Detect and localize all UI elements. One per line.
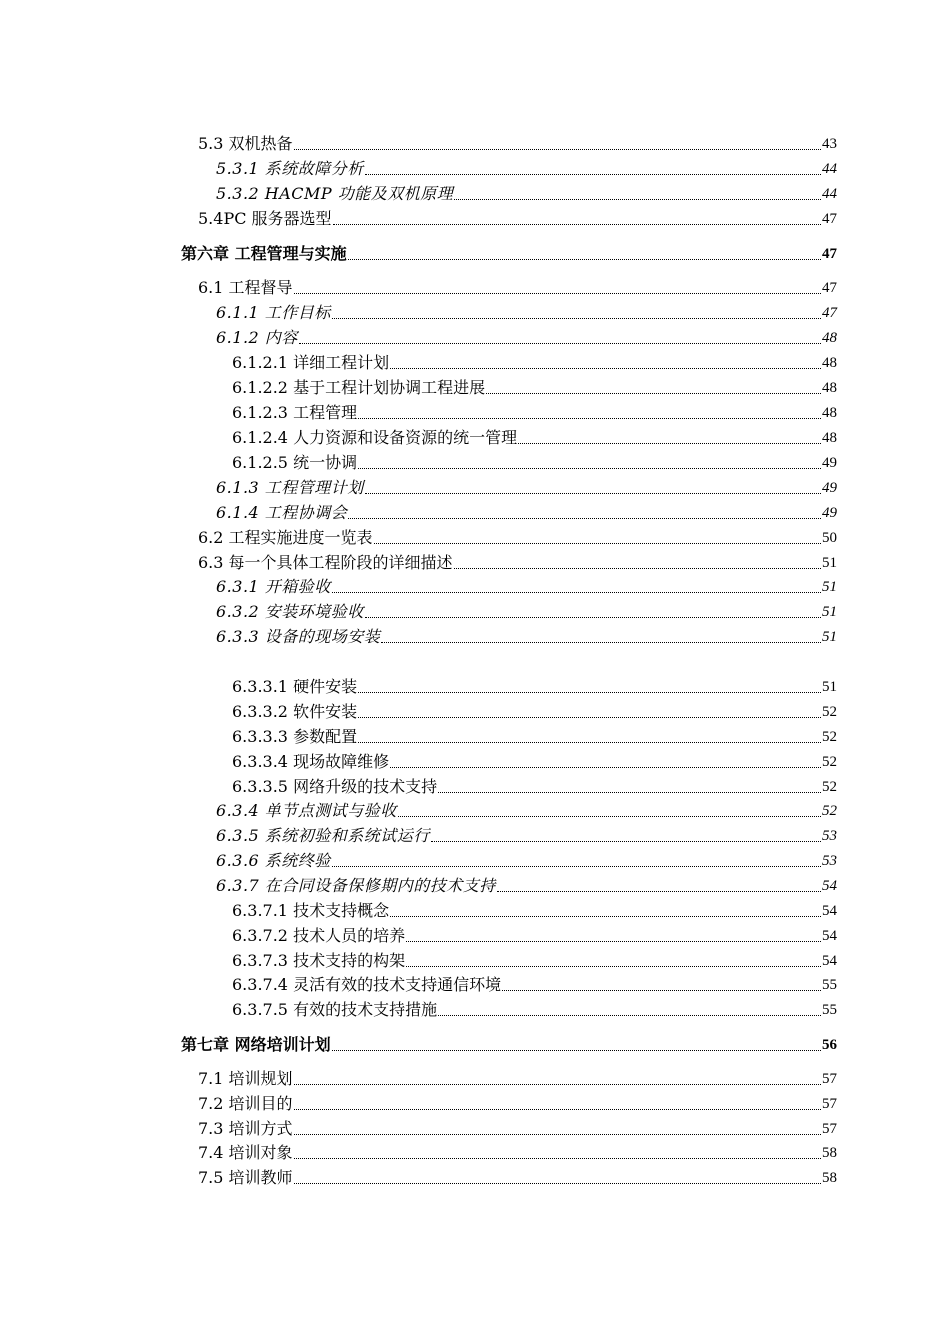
dot-leader <box>294 1183 821 1184</box>
dot-leader <box>454 199 821 200</box>
toc-entry[interactable] <box>232 951 837 971</box>
toc-entry-label: 6.1.2 内容 <box>216 328 298 347</box>
dot-leader <box>518 443 821 444</box>
toc-page-number: 58 <box>822 1145 837 1161</box>
toc-page-number: 52 <box>822 704 837 720</box>
toc-page-number: 51 <box>822 679 837 695</box>
toc-page-number: 55 <box>822 977 837 993</box>
toc-entry[interactable] <box>232 677 837 697</box>
toc-page-number: 54 <box>822 953 837 969</box>
toc-page-number: 50 <box>822 530 837 546</box>
dot-leader <box>348 259 821 260</box>
toc-page-number: 48 <box>822 430 837 446</box>
dot-leader <box>333 224 821 225</box>
dot-leader <box>332 1050 821 1051</box>
toc-entry-label: 6.3.3.1 硬件安装 <box>232 677 358 696</box>
toc-entry-label: 7.1 培训规划 <box>198 1069 293 1088</box>
dot-leader <box>438 792 821 793</box>
toc-page-number: 47 <box>822 280 837 296</box>
toc-entry-label: 7.4 培训对象 <box>198 1143 293 1162</box>
toc-entry-label: 6.3.3.3 参数配置 <box>232 727 358 746</box>
toc-page-number: 49 <box>822 480 837 496</box>
toc-page-number: 52 <box>822 803 837 819</box>
toc-entry-label: 6.3.7 在合同设备保修期内的技术支持 <box>216 876 496 895</box>
toc-entry-label: 6.3.5 系统初验和系统试运行 <box>216 826 430 845</box>
toc-entry[interactable] <box>232 975 837 995</box>
toc-entry[interactable] <box>232 1000 837 1020</box>
dot-leader <box>431 841 821 842</box>
toc-entry-label: 6.1.2.4 人力资源和设备资源的统一管理 <box>232 428 518 447</box>
dot-leader <box>299 343 821 344</box>
toc-entry-label: 6.1 工程督导 <box>198 278 293 297</box>
toc-page-number: 48 <box>822 380 837 396</box>
toc-entry[interactable] <box>232 752 837 772</box>
toc-page-number: 53 <box>822 828 837 844</box>
toc-chapter-label: 第六章 工程管理与实施 <box>181 244 347 263</box>
dot-leader <box>332 318 821 319</box>
toc-entry-label: 6.3.7.2 技术人员的培养 <box>232 926 406 945</box>
toc-entry[interactable] <box>232 428 837 448</box>
dot-leader <box>365 617 821 618</box>
toc-entry[interactable] <box>198 134 837 154</box>
dot-leader <box>502 990 821 991</box>
dot-leader <box>374 543 821 544</box>
toc-page-number: 44 <box>822 186 837 202</box>
toc-entry[interactable] <box>198 1168 837 1188</box>
toc-entry-label: 6.2 工程实施进度一览表 <box>198 528 373 547</box>
toc-page-number: 48 <box>822 330 837 346</box>
toc-page-number: 57 <box>822 1121 837 1137</box>
toc-entry-label: 6.1.2.3 工程管理 <box>232 403 358 422</box>
toc-entry-label: 6.3.6 系统终验 <box>216 851 331 870</box>
toc-page-number: 56 <box>822 1037 837 1053</box>
toc-page-number: 49 <box>822 505 837 521</box>
toc-entry-label: 6.3.7.3 技术支持的构架 <box>232 951 406 970</box>
dot-leader <box>497 891 821 892</box>
toc-entry[interactable] <box>232 926 837 946</box>
toc-page-number: 51 <box>822 604 837 620</box>
toc-entry[interactable] <box>232 901 837 921</box>
toc-entry[interactable] <box>232 777 837 797</box>
toc-entry-label: 6.3.3 设备的现场安装 <box>216 627 381 646</box>
toc-page-number: 58 <box>822 1170 837 1186</box>
toc-entry-label: 6.3.7.5 有效的技术支持措施 <box>232 1000 438 1019</box>
toc-page-number: 53 <box>822 853 837 869</box>
toc-entry-label: 6.3 每一个具体工程阶段的详细描述 <box>198 553 453 572</box>
toc-entry-label: 6.1.2.5 统一协调 <box>232 453 358 472</box>
toc-page-number: 54 <box>822 878 837 894</box>
toc-entry[interactable] <box>216 159 837 179</box>
toc-entry[interactable] <box>198 209 837 229</box>
dot-leader <box>365 493 821 494</box>
toc-entry-label: 6.1.2.2 基于工程计划协调工程进展 <box>232 378 486 397</box>
toc-page-number: 55 <box>822 1002 837 1018</box>
dot-leader <box>438 1015 821 1016</box>
toc-entry[interactable] <box>216 328 837 348</box>
toc-entry-label: 6.3.4 单节点测试与验收 <box>216 801 397 820</box>
dot-leader <box>332 592 821 593</box>
toc-entry[interactable] <box>216 876 837 896</box>
toc-entry-label: 6.3.7.1 技术支持概念 <box>232 901 390 920</box>
toc-page-number: 54 <box>822 903 837 919</box>
toc-entry-label: 7.2 培训目的 <box>198 1094 293 1113</box>
toc-entry[interactable] <box>216 826 837 846</box>
dot-leader <box>358 418 821 419</box>
toc-entry[interactable] <box>216 303 837 323</box>
dot-leader <box>406 941 821 942</box>
dot-leader <box>454 568 821 569</box>
dot-leader <box>332 866 821 867</box>
toc-entry-label: 6.3.2 安装环境验收 <box>216 602 364 621</box>
toc-entry-label: 6.3.3.5 网络升级的技术支持 <box>232 777 438 796</box>
dot-leader <box>294 1134 821 1135</box>
toc-entry[interactable] <box>232 353 837 373</box>
toc-entry[interactable] <box>216 602 837 622</box>
dot-leader <box>294 149 821 150</box>
toc-entry[interactable] <box>232 378 837 398</box>
toc-page-number: 44 <box>822 161 837 177</box>
toc-chapter-label: 第七章 网络培训计划 <box>181 1035 331 1054</box>
toc-entry-label: 7.5 培训教师 <box>198 1168 293 1187</box>
dot-leader <box>294 293 821 294</box>
toc-entry[interactable] <box>232 702 837 722</box>
toc-entry[interactable] <box>216 503 837 523</box>
dot-leader <box>365 174 821 175</box>
toc-entry[interactable] <box>232 727 837 747</box>
toc-page-number: 47 <box>822 211 837 227</box>
toc-entry-label: 5.3 双机热备 <box>198 134 293 153</box>
dot-leader <box>406 966 821 967</box>
dot-leader <box>390 767 821 768</box>
toc-entry-label: 6.1.3 工程管理计划 <box>216 478 364 497</box>
toc-entry-label: 6.1.4 工程协调会 <box>216 503 348 522</box>
dot-leader <box>294 1158 821 1159</box>
dot-leader <box>381 642 821 643</box>
toc-entry-label: 5.3.1 系统故障分析 <box>216 159 364 178</box>
toc-entry-label: 6.3.3.4 现场故障维修 <box>232 752 390 771</box>
dot-leader <box>486 393 821 394</box>
toc-entry[interactable] <box>216 478 837 498</box>
toc-entry[interactable] <box>216 627 837 647</box>
toc-page-number: 47 <box>822 246 837 262</box>
toc-chapter-entry[interactable] <box>181 244 837 264</box>
toc-entry[interactable] <box>198 528 837 548</box>
dot-leader <box>348 518 821 519</box>
toc-page-number: 57 <box>822 1096 837 1112</box>
toc-page-number: 47 <box>822 305 837 321</box>
dot-leader <box>358 742 821 743</box>
toc-page-number: 49 <box>822 455 837 471</box>
dot-leader <box>358 717 821 718</box>
toc-page-number: 51 <box>822 555 837 571</box>
toc-page-number: 51 <box>822 579 837 595</box>
toc-entry[interactable] <box>198 1069 837 1089</box>
toc-entry-label: 6.3.7.4 灵活有效的技术支持通信环境 <box>232 975 502 994</box>
dot-leader <box>390 916 821 917</box>
toc-page-number: 54 <box>822 928 837 944</box>
toc-page-number: 43 <box>822 136 837 152</box>
toc-entry-label: 6.3.3.2 软件安装 <box>232 702 358 721</box>
dot-leader <box>294 1084 821 1085</box>
toc-entry[interactable] <box>198 553 837 573</box>
toc-entry-label: 7.3 培训方式 <box>198 1119 293 1138</box>
toc-entry-label: 5.3.2 HACMP 功能及双机原理 <box>216 184 454 203</box>
dot-leader <box>294 1109 821 1110</box>
toc-entry[interactable] <box>216 801 837 821</box>
toc-entry[interactable] <box>232 453 837 473</box>
toc-entry[interactable] <box>216 851 837 871</box>
toc-page-number: 52 <box>822 779 837 795</box>
toc-page-number: 48 <box>822 355 837 371</box>
toc-entry[interactable] <box>216 577 837 597</box>
toc-page-number: 52 <box>822 729 837 745</box>
toc-entry-label: 6.1.2.1 详细工程计划 <box>232 353 390 372</box>
toc-entry[interactable] <box>198 278 837 298</box>
toc-page-number: 48 <box>822 405 837 421</box>
toc-chapter-entry[interactable] <box>181 1035 837 1055</box>
toc-entry[interactable] <box>198 1094 837 1114</box>
dot-leader <box>398 816 821 817</box>
toc-entry[interactable] <box>216 184 837 204</box>
toc-entry[interactable] <box>198 1119 837 1139</box>
dot-leader <box>390 368 821 369</box>
toc-page-number: 57 <box>822 1071 837 1087</box>
toc-entry-label: 6.1.1 工作目标 <box>216 303 331 322</box>
toc-entry-label: 6.3.1 开箱验收 <box>216 577 331 596</box>
toc-page-number: 52 <box>822 754 837 770</box>
toc-entry[interactable] <box>198 1143 837 1163</box>
dot-leader <box>358 468 821 469</box>
dot-leader <box>358 692 821 693</box>
toc-entry-label: 5.4PC 服务器选型 <box>198 209 332 228</box>
toc-page-number: 51 <box>822 629 837 645</box>
toc-entry[interactable] <box>232 403 837 423</box>
